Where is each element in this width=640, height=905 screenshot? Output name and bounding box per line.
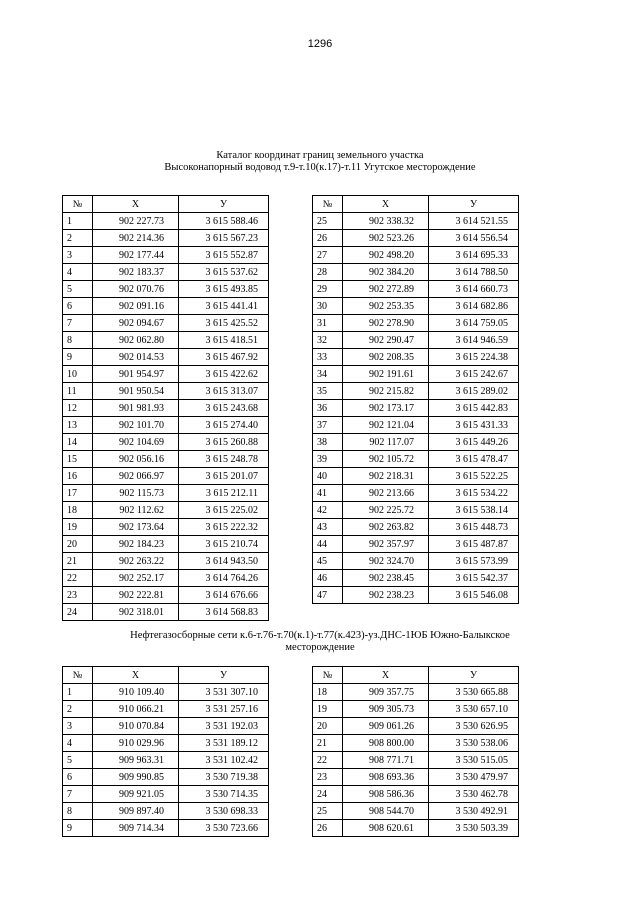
point-number-cell: 1 [63, 684, 93, 701]
point-number-cell: 24 [63, 604, 93, 621]
point-number-cell: 36 [313, 400, 343, 417]
y-coordinate-cell: 3 614 660.73 [429, 281, 519, 298]
point-number-cell: 19 [63, 519, 93, 536]
x-coordinate-cell: 910 066.21 [93, 701, 179, 718]
table-row [313, 400, 519, 417]
y-coordinate-cell: 3 615 567.23 [179, 230, 269, 247]
table-row [63, 502, 269, 519]
x-coordinate-cell: 902 115.73 [93, 485, 179, 502]
y-coordinate-cell: 3 615 222.32 [179, 519, 269, 536]
y-coordinate-cell: 3 615 212.11 [179, 485, 269, 502]
x-coordinate-cell: 908 800.00 [343, 735, 429, 752]
y-coordinate-cell: 3 615 522.25 [429, 468, 519, 485]
x-coordinate-cell: 902 238.45 [343, 570, 429, 587]
point-number-cell: 4 [63, 735, 93, 752]
table-row [313, 332, 519, 349]
table-row [63, 485, 269, 502]
point-number-cell: 21 [313, 735, 343, 752]
point-number-cell: 20 [313, 718, 343, 735]
table-row [313, 570, 519, 587]
point-number-cell: 5 [63, 281, 93, 298]
x-coordinate-cell: 902 252.17 [93, 570, 179, 587]
y-coordinate-cell: 3 530 714.35 [179, 786, 269, 803]
y-coordinate-cell: 3 615 467.92 [179, 349, 269, 366]
y-coordinate-cell: 3 614 682.86 [429, 298, 519, 315]
x-coordinate-cell: 902 523.26 [343, 230, 429, 247]
y-coordinate-cell: 3 614 788.50 [429, 264, 519, 281]
y-coordinate-cell: 3 615 431.33 [429, 417, 519, 434]
y-coordinate-cell: 3 614 521.55 [429, 213, 519, 230]
x-coordinate-cell: 909 305.73 [343, 701, 429, 718]
point-number-cell: 28 [313, 264, 343, 281]
point-number-cell: 29 [313, 281, 343, 298]
y-coordinate-cell: 3 615 538.14 [429, 502, 519, 519]
x-coordinate-cell: 908 693.36 [343, 769, 429, 786]
x-coordinate-cell: 902 208.35 [343, 349, 429, 366]
x-coordinate-cell: 909 061.26 [343, 718, 429, 735]
x-coordinate-cell: 902 104.69 [93, 434, 179, 451]
point-number-cell: 22 [63, 570, 93, 587]
point-number-cell: 25 [313, 213, 343, 230]
x-column-header: X [93, 196, 179, 213]
y-coordinate-cell: 3 530 723.66 [179, 820, 269, 837]
x-column-header: X [343, 667, 429, 684]
table-row [313, 383, 519, 400]
point-number-cell: 9 [63, 349, 93, 366]
table-row [63, 383, 269, 400]
x-coordinate-cell: 901 954.97 [93, 366, 179, 383]
y-coordinate-cell: 3 530 479.97 [429, 769, 519, 786]
table-row [63, 684, 269, 701]
point-number-cell: 19 [313, 701, 343, 718]
point-number-cell: 41 [313, 485, 343, 502]
x-coordinate-cell: 902 338.32 [343, 213, 429, 230]
x-coordinate-cell: 902 263.22 [93, 553, 179, 570]
table-row [313, 820, 519, 837]
y-coordinate-cell: 3 615 448.73 [429, 519, 519, 536]
y-coordinate-cell: 3 530 665.88 [429, 684, 519, 701]
section1-title [60, 150, 580, 174]
x-coordinate-cell: 901 981.93 [93, 400, 179, 417]
table-row [313, 366, 519, 383]
point-number-cell: 45 [313, 553, 343, 570]
x-coordinate-cell: 902 094.67 [93, 315, 179, 332]
point-number-cell: 8 [63, 332, 93, 349]
point-number-cell: 1 [63, 213, 93, 230]
table-row [313, 519, 519, 536]
section1-right-table [312, 195, 519, 604]
x-coordinate-cell: 902 101.70 [93, 417, 179, 434]
point-number-cell: 6 [63, 298, 93, 315]
x-coordinate-cell: 902 227.73 [93, 213, 179, 230]
section1-left-table [62, 195, 269, 621]
x-coordinate-cell: 902 173.17 [343, 400, 429, 417]
table-row [63, 230, 269, 247]
x-coordinate-cell: 909 990.85 [93, 769, 179, 786]
table-row [63, 298, 269, 315]
x-coordinate-cell: 902 014.53 [93, 349, 179, 366]
table-row [63, 786, 269, 803]
table-row [63, 247, 269, 264]
point-number-cell: 26 [313, 820, 343, 837]
x-coordinate-cell: 902 357.97 [343, 536, 429, 553]
point-number-cell: 18 [313, 684, 343, 701]
section2-title-line1: Нефтегазосборные сети к.6-т.76-т.70(к.1)-т.77(к.423)-уз.ДНС-1ЮБ Южно-Балыкское [130, 630, 510, 641]
y-coordinate-cell: 3 614 759.05 [429, 315, 519, 332]
x-coordinate-cell: 902 121.04 [343, 417, 429, 434]
point-number-cell: 23 [313, 769, 343, 786]
point-number-cell: 21 [63, 553, 93, 570]
x-coordinate-cell: 910 070.84 [93, 718, 179, 735]
table-row [313, 536, 519, 553]
table-row [313, 684, 519, 701]
point-number-cell: 15 [63, 451, 93, 468]
point-number-cell: 47 [313, 587, 343, 604]
table-row [63, 264, 269, 281]
point-number-cell: 31 [313, 315, 343, 332]
y-coordinate-cell: 3 615 478.47 [429, 451, 519, 468]
x-coordinate-cell: 910 109.40 [93, 684, 179, 701]
section2-right-table [312, 666, 519, 837]
x-coordinate-cell: 902 091.16 [93, 298, 179, 315]
y-coordinate-cell: 3 615 442.83 [429, 400, 519, 417]
y-coordinate-cell: 3 531 189.12 [179, 735, 269, 752]
section1-title-line2: Высоконапорный водовод т.9-т.10(к.17)-т.11 Угутское месторождение [164, 162, 476, 173]
x-coordinate-cell: 902 214.36 [93, 230, 179, 247]
y-coordinate-cell: 3 615 573.99 [429, 553, 519, 570]
table-row [63, 820, 269, 837]
x-coordinate-cell: 908 586.36 [343, 786, 429, 803]
point-number-cell: 22 [313, 752, 343, 769]
number-column-header: № [63, 196, 93, 213]
x-coordinate-cell: 902 062.80 [93, 332, 179, 349]
table-row [313, 502, 519, 519]
y-coordinate-cell: 3 615 552.87 [179, 247, 269, 264]
section2-title-line2: месторождение [285, 642, 355, 653]
table-row [313, 718, 519, 735]
y-coordinate-cell: 3 615 313.07 [179, 383, 269, 400]
y-coordinate-cell: 3 614 556.54 [429, 230, 519, 247]
y-coordinate-cell: 3 615 274.40 [179, 417, 269, 434]
point-number-cell: 7 [63, 786, 93, 803]
point-number-cell: 23 [63, 587, 93, 604]
table-row [313, 468, 519, 485]
table-row [63, 281, 269, 298]
y-coordinate-cell: 3 615 418.51 [179, 332, 269, 349]
y-coordinate-cell: 3 615 542.37 [429, 570, 519, 587]
point-number-cell: 14 [63, 434, 93, 451]
y-coordinate-cell: 3 615 425.52 [179, 315, 269, 332]
point-number-cell: 44 [313, 536, 343, 553]
table-row [313, 701, 519, 718]
x-coordinate-cell: 902 191.61 [343, 366, 429, 383]
point-number-cell: 11 [63, 383, 93, 400]
y-coordinate-cell: 3 530 492.91 [429, 803, 519, 820]
x-coordinate-cell: 902 173.64 [93, 519, 179, 536]
number-column-header: № [313, 667, 343, 684]
y-column-header: У [179, 196, 269, 213]
table-row [313, 451, 519, 468]
table-row [313, 281, 519, 298]
y-coordinate-cell: 3 614 676.66 [179, 587, 269, 604]
x-coordinate-cell: 909 897.40 [93, 803, 179, 820]
x-coordinate-cell: 902 105.72 [343, 451, 429, 468]
point-number-cell: 10 [63, 366, 93, 383]
y-coordinate-cell: 3 615 441.41 [179, 298, 269, 315]
table-row [63, 752, 269, 769]
table-row [313, 786, 519, 803]
point-number-cell: 26 [313, 230, 343, 247]
y-column-header: У [179, 667, 269, 684]
point-number-cell: 16 [63, 468, 93, 485]
point-number-cell: 42 [313, 502, 343, 519]
point-number-cell: 9 [63, 820, 93, 837]
x-coordinate-cell: 902 278.90 [343, 315, 429, 332]
y-coordinate-cell: 3 615 243.68 [179, 400, 269, 417]
point-number-cell: 30 [313, 298, 343, 315]
point-number-cell: 7 [63, 315, 93, 332]
y-coordinate-cell: 3 530 503.39 [429, 820, 519, 837]
y-coordinate-cell: 3 530 515.05 [429, 752, 519, 769]
point-number-cell: 2 [63, 701, 93, 718]
table-row [313, 803, 519, 820]
y-coordinate-cell: 3 615 242.67 [429, 366, 519, 383]
x-coordinate-cell: 902 222.81 [93, 587, 179, 604]
table-row [63, 315, 269, 332]
y-coordinate-cell: 3 530 698.33 [179, 803, 269, 820]
table-row [63, 553, 269, 570]
table-row [63, 587, 269, 604]
table-row [313, 553, 519, 570]
table-row [313, 587, 519, 604]
y-coordinate-cell: 3 615 201.07 [179, 468, 269, 485]
x-coordinate-cell: 902 324.70 [343, 553, 429, 570]
table-row [63, 718, 269, 735]
x-coordinate-cell: 910 029.96 [93, 735, 179, 752]
y-coordinate-cell: 3 530 462.78 [429, 786, 519, 803]
y-coordinate-cell: 3 530 719.38 [179, 769, 269, 786]
table-row [63, 417, 269, 434]
point-number-cell: 46 [313, 570, 343, 587]
table-row [63, 349, 269, 366]
y-coordinate-cell: 3 615 422.62 [179, 366, 269, 383]
table-row [63, 451, 269, 468]
x-coordinate-cell: 902 238.23 [343, 587, 429, 604]
y-coordinate-cell: 3 614 695.33 [429, 247, 519, 264]
point-number-cell: 40 [313, 468, 343, 485]
point-number-cell: 32 [313, 332, 343, 349]
x-coordinate-cell: 902 318.01 [93, 604, 179, 621]
section2-title [60, 630, 580, 654]
y-coordinate-cell: 3 615 224.38 [429, 349, 519, 366]
x-coordinate-cell: 902 213.66 [343, 485, 429, 502]
x-coordinate-cell: 909 921.05 [93, 786, 179, 803]
x-coordinate-cell: 902 183.37 [93, 264, 179, 281]
point-number-cell: 38 [313, 434, 343, 451]
y-coordinate-cell: 3 615 534.22 [429, 485, 519, 502]
table-row [63, 366, 269, 383]
y-coordinate-cell: 3 530 657.10 [429, 701, 519, 718]
x-coordinate-cell: 902 263.82 [343, 519, 429, 536]
point-number-cell: 2 [63, 230, 93, 247]
x-coordinate-cell: 908 544.70 [343, 803, 429, 820]
x-coordinate-cell: 909 963.31 [93, 752, 179, 769]
x-coordinate-cell: 902 253.35 [343, 298, 429, 315]
section2-left-table [62, 666, 269, 837]
x-coordinate-cell: 902 215.82 [343, 383, 429, 400]
point-number-cell: 39 [313, 451, 343, 468]
table-row [63, 519, 269, 536]
y-coordinate-cell: 3 614 946.59 [429, 332, 519, 349]
x-coordinate-cell: 908 771.71 [343, 752, 429, 769]
x-coordinate-cell: 902 177.44 [93, 247, 179, 264]
x-column-header: X [343, 196, 429, 213]
x-coordinate-cell: 902 218.31 [343, 468, 429, 485]
table-row [63, 468, 269, 485]
x-coordinate-cell: 909 357.75 [343, 684, 429, 701]
page-number: 1296 [307, 38, 333, 50]
x-coordinate-cell: 909 714.34 [93, 820, 179, 837]
table-row [313, 434, 519, 451]
table-row [63, 434, 269, 451]
point-number-cell: 17 [63, 485, 93, 502]
point-number-cell: 33 [313, 349, 343, 366]
table-row [63, 803, 269, 820]
point-number-cell: 20 [63, 536, 93, 553]
point-number-cell: 3 [63, 247, 93, 264]
table-row [63, 701, 269, 718]
point-number-cell: 25 [313, 803, 343, 820]
y-coordinate-cell: 3 530 626.95 [429, 718, 519, 735]
table-row [63, 332, 269, 349]
y-column-header: У [429, 196, 519, 213]
table-row [313, 247, 519, 264]
y-coordinate-cell: 3 615 210.74 [179, 536, 269, 553]
point-number-cell: 35 [313, 383, 343, 400]
point-number-cell: 43 [313, 519, 343, 536]
point-number-cell: 24 [313, 786, 343, 803]
x-coordinate-cell: 902 066.97 [93, 468, 179, 485]
x-coordinate-cell: 901 950.54 [93, 383, 179, 400]
point-number-cell: 6 [63, 769, 93, 786]
table-row [63, 400, 269, 417]
table-row [313, 213, 519, 230]
table-row [313, 769, 519, 786]
x-coordinate-cell: 908 620.61 [343, 820, 429, 837]
x-coordinate-cell: 902 117.07 [343, 434, 429, 451]
point-number-cell: 8 [63, 803, 93, 820]
x-column-header: X [93, 667, 179, 684]
table-row [63, 769, 269, 786]
point-number-cell: 5 [63, 752, 93, 769]
x-coordinate-cell: 902 498.20 [343, 247, 429, 264]
y-coordinate-cell: 3 615 225.02 [179, 502, 269, 519]
y-coordinate-cell: 3 530 538.06 [429, 735, 519, 752]
table-row [313, 298, 519, 315]
x-coordinate-cell: 902 184.23 [93, 536, 179, 553]
x-coordinate-cell: 902 384.20 [343, 264, 429, 281]
point-number-cell: 18 [63, 502, 93, 519]
table-row [63, 735, 269, 752]
y-coordinate-cell: 3 615 493.85 [179, 281, 269, 298]
point-number-cell: 27 [313, 247, 343, 264]
y-coordinate-cell: 3 615 248.78 [179, 451, 269, 468]
table-row [313, 735, 519, 752]
table-row [313, 349, 519, 366]
table-row [313, 485, 519, 502]
point-number-cell: 13 [63, 417, 93, 434]
y-coordinate-cell: 3 531 102.42 [179, 752, 269, 769]
y-coordinate-cell: 3 614 943.50 [179, 553, 269, 570]
y-coordinate-cell: 3 615 487.87 [429, 536, 519, 553]
point-number-cell: 4 [63, 264, 93, 281]
y-coordinate-cell: 3 615 289.02 [429, 383, 519, 400]
table-row [63, 536, 269, 553]
y-coordinate-cell: 3 531 307.10 [179, 684, 269, 701]
y-coordinate-cell: 3 531 257.16 [179, 701, 269, 718]
x-coordinate-cell: 902 112.62 [93, 502, 179, 519]
table-row [313, 417, 519, 434]
number-column-header: № [63, 667, 93, 684]
table-row [313, 315, 519, 332]
y-coordinate-cell: 3 615 588.46 [179, 213, 269, 230]
x-coordinate-cell: 902 225.72 [343, 502, 429, 519]
y-coordinate-cell: 3 615 449.26 [429, 434, 519, 451]
point-number-cell: 3 [63, 718, 93, 735]
table-row [313, 230, 519, 247]
y-coordinate-cell: 3 615 537.62 [179, 264, 269, 281]
table-row [63, 213, 269, 230]
section1-title-line1: Каталог координат границ земельного участка [216, 150, 424, 161]
point-number-cell: 12 [63, 400, 93, 417]
table-row [313, 752, 519, 769]
y-coordinate-cell: 3 615 546.08 [429, 587, 519, 604]
point-number-cell: 37 [313, 417, 343, 434]
x-coordinate-cell: 902 272.89 [343, 281, 429, 298]
x-coordinate-cell: 902 290.47 [343, 332, 429, 349]
y-coordinate-cell: 3 615 260.88 [179, 434, 269, 451]
table-row [63, 570, 269, 587]
x-coordinate-cell: 902 056.16 [93, 451, 179, 468]
y-coordinate-cell: 3 531 192.03 [179, 718, 269, 735]
table-row [63, 604, 269, 621]
y-column-header: У [429, 667, 519, 684]
y-coordinate-cell: 3 614 764.26 [179, 570, 269, 587]
y-coordinate-cell: 3 614 568.83 [179, 604, 269, 621]
point-number-cell: 34 [313, 366, 343, 383]
x-coordinate-cell: 902 070.76 [93, 281, 179, 298]
number-column-header: № [313, 196, 343, 213]
table-row [313, 264, 519, 281]
